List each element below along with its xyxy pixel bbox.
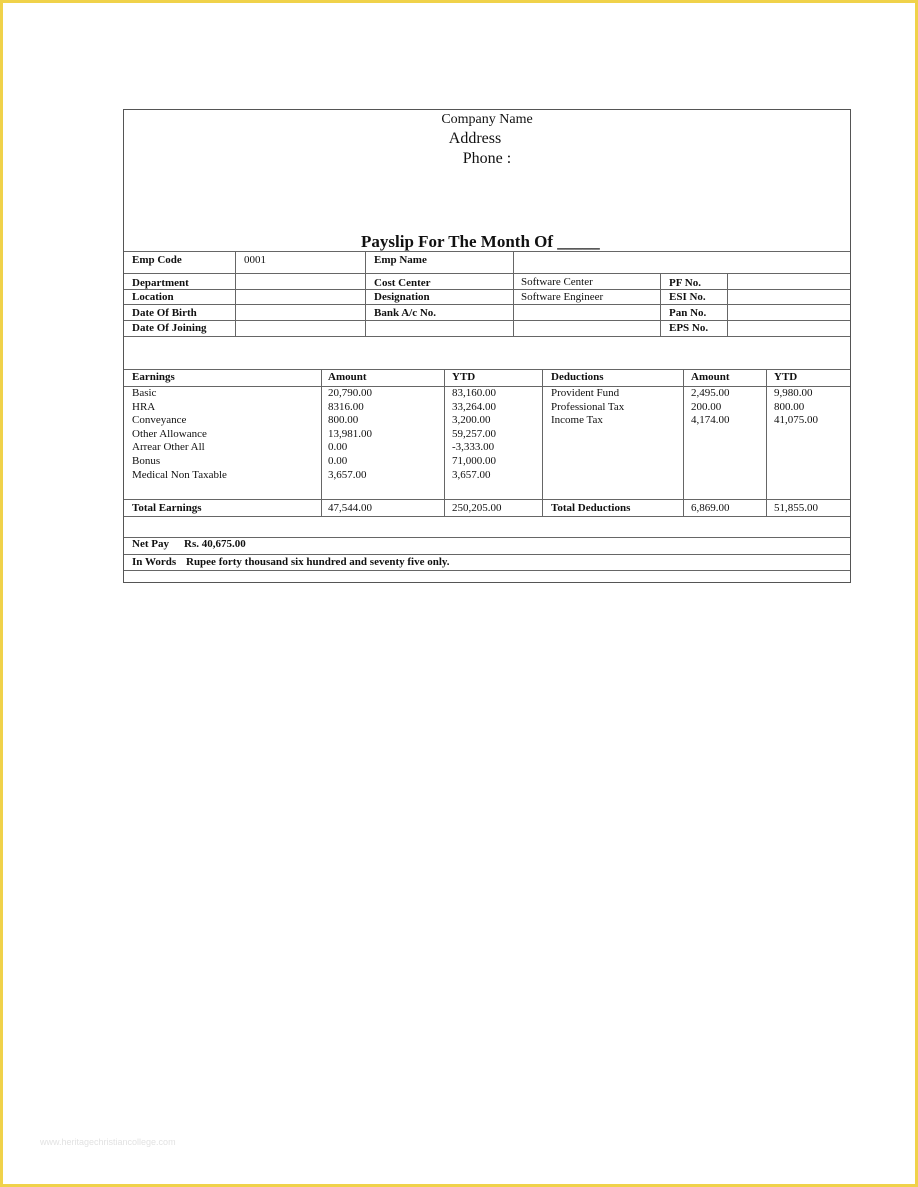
- earnings-names: [132, 387, 227, 482]
- list-item: Medical Non Taxable: [132, 468, 227, 481]
- deductions-ytd-header: YTD: [774, 371, 798, 383]
- divider: [766, 369, 767, 516]
- divider: [124, 289, 850, 290]
- list-item: 20,790.00: [328, 387, 372, 399]
- divider: [660, 273, 661, 336]
- company-name: Company Name: [441, 112, 533, 127]
- doj-label: Date Of Joining: [132, 322, 207, 334]
- divider: [321, 369, 322, 516]
- watermark-text: www.heritagechristiancollege.com: [40, 1137, 176, 1147]
- earnings-ytd-header: YTD: [452, 371, 476, 383]
- list-item: 8316.00: [328, 400, 364, 413]
- list-item: 33,264.00: [452, 400, 496, 413]
- emp-code-label: Emp Code: [132, 254, 182, 266]
- list-item: 800.00: [328, 414, 359, 427]
- divider: [365, 251, 366, 336]
- company-phone: Phone :: [462, 150, 512, 167]
- list-item: Income Tax: [551, 414, 603, 427]
- location-label: Location: [132, 291, 174, 303]
- esi-label: ESI No.: [669, 291, 706, 303]
- emp-code-value: 0001: [244, 254, 266, 266]
- payslip: [123, 109, 851, 583]
- divider: [124, 320, 850, 321]
- net-pay-value: Rs. 40,675.00: [184, 538, 246, 550]
- total-deductions-ytd: 51,855.00: [774, 502, 818, 514]
- list-item: Professional Tax: [551, 400, 625, 413]
- total-earnings-label: Total Earnings: [132, 502, 202, 514]
- in-words-label: In Words: [132, 556, 177, 568]
- divider: [124, 554, 850, 555]
- list-item: Bonus: [132, 454, 161, 467]
- list-item: Conveyance: [132, 414, 187, 427]
- total-deductions-label: Total Deductions: [551, 502, 631, 514]
- dob-label: Date Of Birth: [132, 307, 197, 319]
- list-item: Arrear Other All: [132, 441, 205, 454]
- pf-label: PF No.: [669, 277, 701, 289]
- list-item: 3,657.00: [452, 468, 491, 481]
- list-item: 9,980.00: [774, 387, 813, 399]
- list-item: 4,174.00: [691, 414, 730, 427]
- list-item: Other Allowance: [132, 427, 207, 440]
- list-item: 200.00: [691, 400, 722, 413]
- payslip-title: Payslip For The Month Of _____: [361, 232, 600, 251]
- list-item: 0.00: [328, 441, 348, 454]
- divider: [124, 273, 850, 274]
- deductions-amount-header: Amount: [691, 371, 730, 383]
- divider: [683, 369, 684, 516]
- divider: [444, 369, 445, 516]
- designation-label: Designation: [374, 291, 430, 303]
- list-item: 2,495.00: [691, 387, 730, 399]
- divider: [513, 251, 514, 336]
- divider: [727, 273, 728, 336]
- list-item: 13,981.00: [328, 427, 372, 440]
- emp-name-label: Emp Name: [374, 254, 427, 266]
- eps-label: EPS No.: [669, 322, 709, 334]
- deductions-names: [551, 387, 624, 428]
- total-earnings-ytd: 250,205.00: [452, 502, 502, 514]
- earnings-header: Earnings: [132, 371, 175, 383]
- list-item: HRA: [132, 400, 156, 413]
- list-item: 59,257.00: [452, 427, 496, 440]
- divider: [124, 570, 850, 571]
- deductions-ytd: [774, 387, 818, 428]
- divider: [124, 336, 850, 337]
- divider: [542, 369, 543, 516]
- cost-center-value: Software Center: [521, 276, 593, 288]
- list-item: 3,657.00: [328, 468, 367, 481]
- list-item: 800.00: [774, 400, 805, 413]
- net-pay-label: Net Pay: [132, 538, 169, 550]
- total-deductions-amount: 6,869.00: [691, 502, 730, 514]
- divider: [124, 369, 850, 370]
- cost-center-label: Cost Center: [374, 277, 431, 289]
- bank-label: Bank A/c No.: [374, 307, 437, 319]
- divider: [124, 251, 850, 252]
- pan-label: Pan No.: [669, 307, 707, 319]
- deductions-header: Deductions: [551, 371, 604, 383]
- earnings-amount-header: Amount: [328, 371, 367, 383]
- divider: [124, 304, 850, 305]
- in-words-value: Rupee forty thousand six hundred and seventy five only.: [186, 556, 450, 568]
- list-item: Provident Fund: [551, 387, 620, 399]
- list-item: 0.00: [328, 454, 348, 467]
- department-label: Department: [132, 277, 189, 289]
- designation-value: Software Engineer: [521, 291, 604, 303]
- divider: [235, 251, 236, 336]
- list-item: 71,000.00: [452, 454, 496, 467]
- list-item: 41,075.00: [774, 414, 818, 427]
- list-item: 3,200.00: [452, 414, 491, 427]
- list-item: Basic: [132, 387, 157, 399]
- divider: [124, 516, 850, 517]
- total-earnings-amount: 47,544.00: [328, 502, 372, 514]
- divider: [124, 499, 850, 500]
- list-item: 83,160.00: [452, 387, 496, 399]
- deductions-amounts: [691, 387, 730, 428]
- list-item: -3,333.00: [452, 441, 495, 454]
- company-address: Address: [448, 130, 502, 147]
- earnings-amounts: [328, 387, 372, 482]
- earnings-ytd: [452, 387, 496, 482]
